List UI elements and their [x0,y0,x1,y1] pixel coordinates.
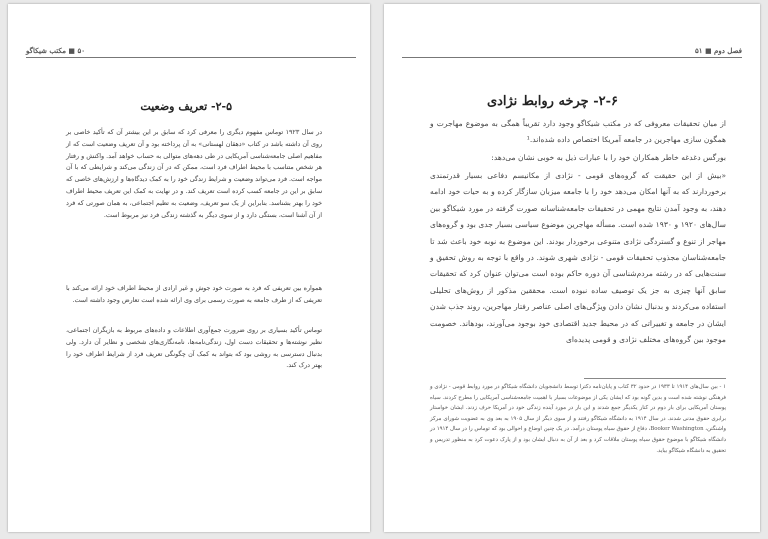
paragraph: همواره بین تعریفی که فرد به صورت خود جوش و غیر ارادی از محیط اطراف خود ارائه می‌کند با تعریفی که از طرف جامعه به صورت رسمی برای وی ارائه شده است تعارض وجود داشته است. [66,285,322,304]
section-heading: ۲-۶- چرخه روابط نژادی [486,94,618,109]
paragraph: در سال ۱۹۲۳ توماس مفهوم دیگری را معرفی کرد که سابق بر این بیشتر آن که تأکید خاصی بر روی آن داشته باشد در کتاب «دهقان لهستانی» به آن پرداخته بود و آن تعریف وضعیت است که از مفاهیم اصلی جامعه‌شناسی آمریکایی در طی دهه‌های متوالی به حساب خواهد آمد. واکنش و رفتار هر شخص متناسب با محیط اطراف فرد است، ممکن که در آن زندگی می‌کند و شرایطی که با آن مواجه است. فرد می‌تواند وضعیت و شرایط زندگی خود را به کمک دیدگاه‌ها و ارزش‌های خاصی که سابق بر این در جامعه کسب کرده است تعریف کند. و در نهایت به کمک این تعریف محیط اطراف خود را بهتر بشناسد. بنابراین از یک سو تعریف، وضعیت به تظیم اجتماعی، به همان صورتی که فرد از آن آشنا است، بستگی دارد و از سوی دیگر به گذشته زندگی فرد نیز مربوط است. [66,129,322,219]
paragraph: «بیش از این حقیقت که گروه‌های قومی - نژادی از مکانیسم دفاعی بسیار قدرتمندی برخوردارند که به آنها امکان می‌دهد خود را با جامعه میزبان سازگار کرده و به حیات خود ادامه دهند، به وجود آمدن نتایج مهمی در تحقیقات جامعه‌شناسانه صورت گرفته در مورد شیکاگو بین سال‌های ۱۹۲۰ و ۱۹۳۰ شده است. مسأله مهاجرین موضوع سیاسی بسیار جدی بود و گروه‌های مهاجر از تنوع و گستردگی نژادی متنوعی برخوردار بودند. این موضوع به نوبه خود باعث شد تا جامعه‌شناسان مجذوب تحقیقات قومی - نژادی شهری شوند. در واقع با توجه به روش تحقیق و سنت‌هایی که در رشته مردم‌شناسی آن دوره حاکم بوده است می‌توان عنوان کرد که تحقیقات سابق آنها چیزی به جز یک توصیف ساده نبوده است. محققین مذکور از روش‌های تحلیلی استفاده می‌کردند و بدنبال نشان دادن ویژگی‌های اصلی عناصر رفتار مهاجرین، روند جذب شدن ایشان در جامعه و تغییراتی که در محیط جدید اقتصادی خود بوجود می‌آورند، بودهاند. خصومت موجود بین گروه‌های مختلف نژادی و قومی پدیده‌ای [430,171,727,345]
paragraph: از میان تحقیقات معروفی که در مکتب شیکاگو وجود دارد تقریباً همگی به موضوع مهاجرت و همگون سازی مهاجرین در جامعه آمریکا اختصاص داده شده‌اند.¹ [430,119,726,145]
running-head: ۵۰ ■ مکتب شیکاگو [26,46,85,55]
running-head-rule [402,57,742,58]
running-head-rule [26,57,356,58]
right-page [384,4,760,532]
left-page [8,4,370,532]
section-heading: ۲-۵- تعریف وضعیت [140,100,232,113]
footnote-rule [584,378,726,379]
footnote: ۱ - بین سال‌های ۱۹۱۴ تا ۱۹۳۳ در حدود ۳۲ کتاب و پایان‌نامه دکترا توسط دانشجویان دانشگاه شیکاگو در مورد روابط قومی - نژادی و فرهنگی نوشته شده است و بدین گونه بود که ایشان یکی از موضوعات بسیار با اهمیت جامعه‌شناسی آمریکایی را مطرح کردند. سیاه پوستان آمریکایی برای بار دوم در کنار یکدیگر جمع شدند و این بار در مورد آینده زندگی خود در آمریکا حرف زدند. ایشان خواستار برابری حقوق مدنی شدند. در سال ۱۹۱۴ به دانشگاه شیکاگو رفتند و از سوی دیگر از سال ۱۹۰۵ به بعد وی به عضویت شورای مرکز واشنگتن، Booker Washington، دفاع از حقوق سیاه پوستان درآمد. در یک چنین اوضاع و احوالی بود که توماس را در سال ۱۹۱۴ در دانشگاه شیکاگو با موضوع حقوق سیاه پوستان ملاقات کرد و بعد از آن به دنبال ایشان بود و از پارک دعوت کرد به منظور تدریس و تحقیق به دانشگاه شیکاگو بیاید. [430,384,727,454]
paragraph: توماس تأکید بسیاری بر روی ضرورت جمع‌آوری اطلاعات و داده‌های مربوط به بازیگران اجتماعی، نظیر نوشته‌ها و تحقیقات دست اول، زندگی‌نامه‌ها، نامه‌نگاری‌های شخصی و نظایر آن دارد. ولی بدنبال دسترسی به روشی بود که بتواند به کمک آن چگونگی تعریف فرد از شرایط اطراف خود را بهتر درک کند. [66,327,322,370]
paragraph: بورگس دغدغه خاطر همکاران خود را با عبارات ذیل به خوبی نشان می‌دهد: [491,153,726,162]
running-head: فصل دوم ■ ۵۱ [694,46,742,55]
